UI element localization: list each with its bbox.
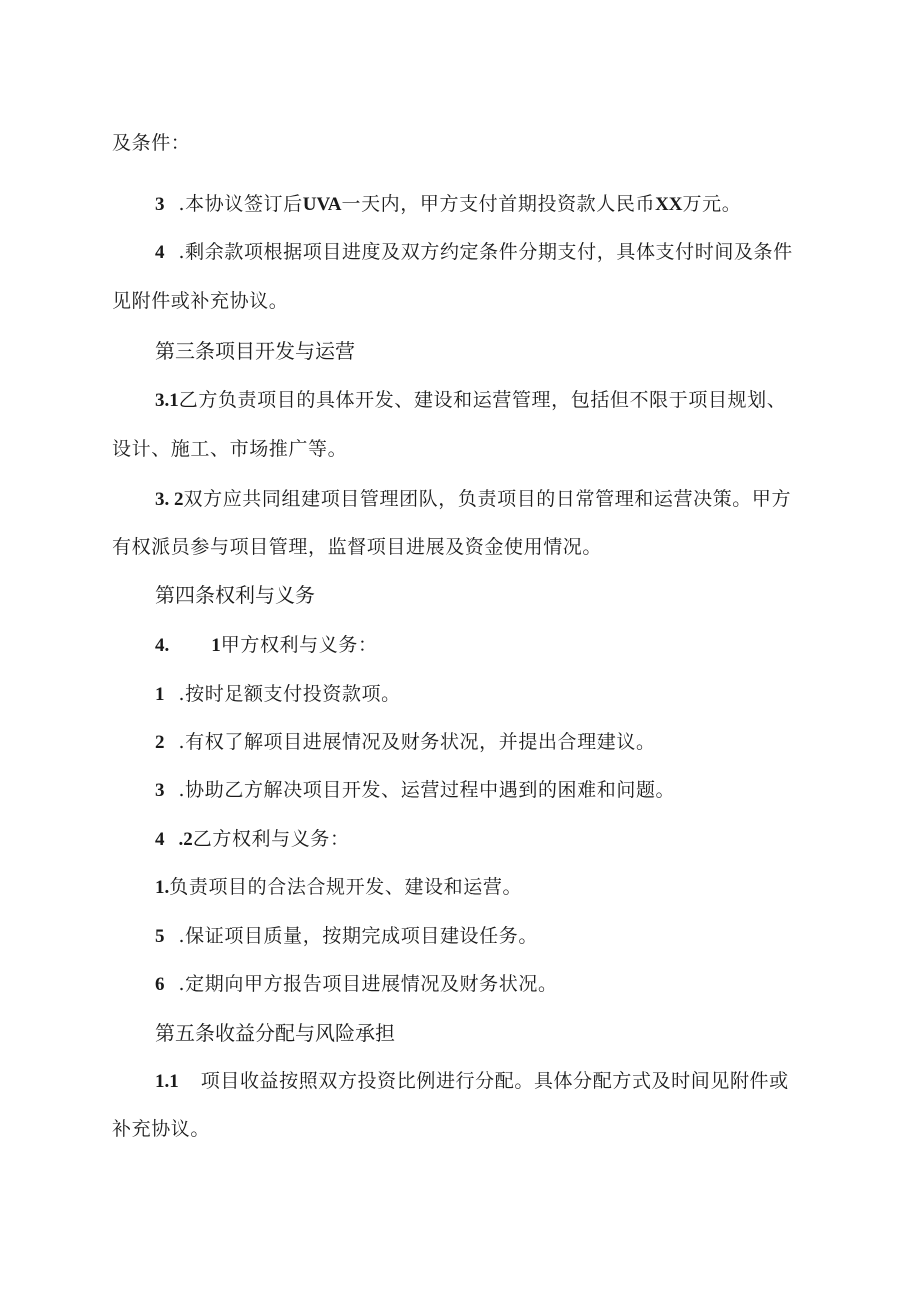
item-number: .2 [178, 829, 193, 850]
paragraph-5-1-1 [155, 1067, 789, 1096]
text-fragment: 补充协议。 [112, 1118, 211, 1140]
item-number: 3 [155, 194, 165, 215]
text-fragment: 乙方权利与义务： [192, 828, 350, 850]
paragraph-3-2 [155, 485, 791, 514]
paragraph-3-2-continuation [112, 533, 602, 561]
text-fragment: .定期向甲方报告项目进展情况及财务状况。 [178, 973, 558, 995]
text-fragment: .协助乙方解决项目开发、运营过程中遇到的困难和问题。 [178, 779, 676, 801]
text-fragment: .剩余款项根据项目进度及双方约定条件分期支付，具体支付时间及条件 [178, 241, 793, 263]
heading-text: 第四条权利与义务 [155, 583, 315, 607]
clause-4-continuation [112, 287, 288, 315]
item-number: 2 [155, 732, 165, 753]
item-number: 3. 2 [155, 489, 184, 510]
text-fragment: 万元。 [682, 193, 742, 215]
item-number: 1 [155, 684, 165, 705]
bold-fragment: XX [655, 194, 683, 215]
item-number: 6 [155, 974, 165, 995]
section-heading-3 [155, 337, 355, 365]
party-a-item-3 [155, 776, 675, 805]
paragraph-5-1-1-continuation [112, 1115, 210, 1143]
text-fragment: 项目收益按照双方投资比例进行分配。具体分配方式及时间见附件或 [200, 1070, 789, 1092]
text-fragment: 甲方权利与义务： [220, 634, 378, 656]
section-heading-4 [155, 581, 315, 609]
text-fragment: 乙方负责项目的具体开发、建设和运营管理，包括但不限于项目规划、 [178, 389, 787, 411]
paragraph-3-1-continuation [112, 435, 347, 463]
section-heading-5 [155, 1019, 395, 1047]
paragraph-4-1 [155, 631, 378, 660]
party-b-item-5 [155, 922, 538, 951]
clause-4-remaining [155, 238, 793, 267]
text-fragment: 及条件： [112, 132, 191, 154]
item-number: 1.1 [155, 1071, 179, 1092]
party-a-item-2 [155, 728, 656, 757]
item-number: 4 [155, 829, 165, 850]
item-number: 3.1 [155, 390, 179, 411]
item-number: 1 [211, 635, 221, 656]
item-number: 5 [155, 926, 165, 947]
item-number: 4. [155, 635, 170, 656]
text-fragment: 设计、施工、市场推广等。 [112, 438, 348, 460]
heading-text: 第五条收益分配与风险承担 [155, 1021, 395, 1045]
text-fragment: 一天内，甲方支付首期投资款人民币 [341, 193, 656, 215]
text-fragment: 见附件或补充协议。 [112, 290, 289, 312]
text-fragment: .有权了解项目进展情况及财务状况，并提出合理建议。 [178, 731, 656, 753]
item-number: 4 [155, 242, 165, 263]
heading-text: 第三条项目开发与运营 [155, 339, 355, 363]
continuation-text [112, 129, 190, 157]
text-fragment: 双方应共同组建项目管理团队，负责项目的日常管理和运营决策。甲方 [183, 488, 792, 510]
text-fragment: .保证项目质量，按期完成项目建设任务。 [178, 925, 538, 947]
text-fragment: .本协议签订后 [178, 193, 303, 215]
clause-3-payment [155, 190, 741, 219]
party-a-item-1 [155, 680, 401, 709]
text-fragment: .按时足额支付投资款项。 [178, 683, 401, 705]
paragraph-3-1 [155, 386, 786, 415]
paragraph-4-2 [155, 825, 350, 854]
bold-fragment: UVA [302, 194, 342, 215]
party-b-item-1 [155, 873, 522, 902]
party-b-item-6 [155, 970, 558, 999]
text-fragment: 有权派员参与项目管理，监督项目进展及资金使用情况。 [112, 536, 603, 558]
item-number: 1. [155, 877, 170, 898]
item-number: 3 [155, 780, 165, 801]
text-fragment: 负责项目的合法合规开发、建设和运营。 [169, 876, 523, 898]
